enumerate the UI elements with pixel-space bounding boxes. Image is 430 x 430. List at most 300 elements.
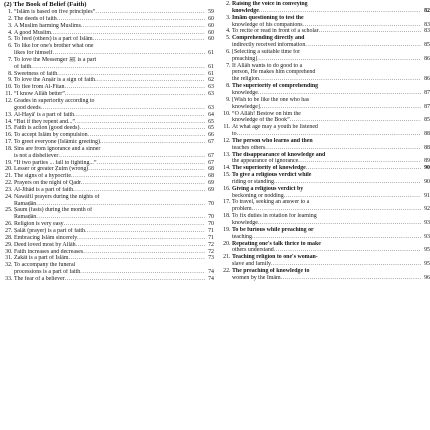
toc-entry bbox=[4, 50, 214, 57]
toc-entry bbox=[222, 117, 430, 124]
entry-title: At what age may a youth be listened bbox=[232, 124, 318, 131]
entry-body bbox=[232, 172, 430, 179]
dot-leader bbox=[57, 71, 205, 78]
entry-body bbox=[14, 50, 214, 57]
toc-entry bbox=[4, 160, 214, 167]
entry-page-number: 71 bbox=[208, 228, 214, 234]
entry-page-number: 93 bbox=[424, 233, 430, 240]
entry-body bbox=[232, 261, 430, 268]
entry-body bbox=[14, 160, 214, 167]
dot-leader bbox=[259, 76, 421, 83]
entry-number bbox=[222, 220, 232, 227]
dot-leader bbox=[79, 125, 205, 132]
entry-number: 18. bbox=[5, 145, 13, 152]
toc-entry bbox=[4, 30, 214, 37]
entry-body bbox=[232, 193, 430, 200]
dot-leader bbox=[88, 132, 205, 139]
entry-number: 8. bbox=[226, 83, 231, 90]
entry-page-number: 87 bbox=[424, 103, 430, 110]
toc-entry bbox=[222, 1, 430, 8]
dot-leader bbox=[65, 276, 205, 283]
entry-title: teaching bbox=[232, 233, 252, 240]
entry-title: A Muslim harming Muslims bbox=[14, 22, 81, 29]
toc-entry bbox=[4, 194, 214, 201]
entry-body bbox=[232, 63, 430, 70]
entry-number bbox=[4, 64, 14, 71]
dot-leader bbox=[85, 228, 205, 235]
entry-body bbox=[14, 235, 214, 242]
entry-number bbox=[222, 104, 232, 111]
entry-body bbox=[14, 269, 214, 276]
toc-entry bbox=[4, 23, 214, 30]
entry-page-number: 68 bbox=[208, 166, 214, 173]
dot-leader bbox=[95, 9, 205, 16]
entry-body bbox=[14, 105, 214, 112]
entry-title: To travel, seeking an answer to a bbox=[232, 199, 310, 206]
toc-entry bbox=[222, 193, 430, 200]
entry-body bbox=[14, 98, 214, 105]
entry-title: preaching] bbox=[232, 55, 258, 62]
entry-page-number: 82 bbox=[424, 7, 430, 14]
dot-leader bbox=[57, 16, 205, 23]
dot-leader bbox=[319, 28, 421, 35]
left-column bbox=[4, 1, 217, 430]
entry-number: 20. bbox=[223, 240, 231, 247]
entry-page-number: 85 bbox=[424, 117, 430, 124]
dot-leader bbox=[284, 193, 421, 200]
entry-body bbox=[232, 97, 430, 104]
entry-number: 15. bbox=[5, 125, 13, 132]
entry-body bbox=[232, 22, 430, 29]
entry-body bbox=[232, 234, 430, 241]
entry-number: 14. bbox=[5, 118, 13, 125]
entry-title: The preaching of knowledge to bbox=[232, 267, 310, 274]
toc-entry bbox=[4, 16, 214, 23]
entry-body bbox=[14, 36, 214, 43]
left-entry-list bbox=[4, 9, 214, 283]
entry-number: 10. bbox=[223, 110, 231, 117]
entry-title: The signs of a hypocrite bbox=[14, 173, 71, 180]
entry-title: Repeating one's talk thrice to make bbox=[232, 240, 321, 247]
dot-leader bbox=[265, 145, 421, 152]
entry-number: 12. bbox=[5, 97, 13, 104]
entry-title: riding or standing bbox=[232, 178, 274, 185]
dot-leader bbox=[75, 119, 205, 126]
entry-page-number: 95 bbox=[424, 247, 430, 254]
entry-body bbox=[232, 111, 430, 118]
entry-title: teaches others bbox=[232, 144, 266, 151]
entry-number: 13. bbox=[5, 111, 13, 118]
toc-entry bbox=[222, 220, 430, 227]
entry-title: knowledge of his companions bbox=[232, 21, 303, 28]
entry-number bbox=[4, 269, 14, 276]
entry-number bbox=[222, 117, 232, 124]
entry-title: Giving a religious verdict by bbox=[232, 185, 304, 192]
entry-body bbox=[232, 131, 430, 138]
entry-title: processions is a part of faith bbox=[14, 269, 81, 276]
entry-title: The superiority of knowledge bbox=[232, 165, 306, 172]
toc-entry bbox=[222, 152, 430, 159]
entry-title: person, He makes him comprehend bbox=[232, 69, 316, 76]
toc-entry bbox=[222, 104, 430, 111]
toc-entry bbox=[222, 131, 430, 138]
entry-number bbox=[222, 158, 232, 165]
entry-number: 27. bbox=[5, 228, 13, 234]
entry-title: Sins are from ignorance and a sinner bbox=[14, 145, 101, 152]
entry-number bbox=[4, 214, 14, 221]
entry-page-number: 88 bbox=[424, 144, 430, 151]
toc-entry bbox=[4, 221, 214, 228]
entry-page-number: 72 bbox=[208, 248, 214, 255]
dot-leader bbox=[95, 77, 205, 84]
toc-entry bbox=[4, 166, 214, 173]
toc-entry bbox=[222, 22, 430, 29]
entry-body bbox=[232, 275, 430, 282]
dot-leader bbox=[51, 30, 205, 37]
toc-entry bbox=[222, 172, 430, 179]
entry-page-number: 74 bbox=[208, 269, 214, 276]
dot-leader bbox=[64, 84, 205, 91]
entry-number: 18. bbox=[223, 213, 231, 220]
entry-title: Ṣalāt (prayer) is a part of faith bbox=[14, 228, 85, 234]
toc-entry bbox=[222, 247, 430, 254]
entry-number: 4. bbox=[226, 28, 231, 35]
entry-number: 11. bbox=[5, 91, 13, 98]
entry-number: 9. bbox=[226, 96, 231, 103]
entry-page-number: 70 bbox=[208, 200, 214, 207]
toc-entry bbox=[222, 124, 430, 131]
toc-entry bbox=[4, 173, 214, 180]
dot-leader bbox=[257, 56, 421, 63]
entry-page-number: 85 bbox=[424, 42, 430, 49]
entry-number bbox=[222, 76, 232, 83]
entry-page-number: 90 bbox=[424, 165, 430, 172]
dot-leader bbox=[298, 158, 421, 165]
entry-number: 17. bbox=[223, 199, 231, 206]
dot-leader bbox=[96, 160, 205, 167]
entry-title: Faith is action (good deeds) bbox=[14, 125, 80, 132]
entry-title: To give a religious verdict while bbox=[232, 172, 312, 179]
entry-body bbox=[14, 249, 214, 256]
entry-number: 21. bbox=[223, 254, 231, 261]
entry-title: To love the Anṣār is a sign of faith bbox=[14, 77, 96, 84]
toc-entry bbox=[222, 90, 430, 97]
dot-leader bbox=[306, 165, 421, 172]
entry-number: 3. bbox=[8, 22, 13, 29]
entry-body bbox=[14, 262, 214, 269]
entry-page-number: 73 bbox=[208, 255, 214, 262]
entry-page-number: 67 bbox=[208, 139, 214, 146]
entry-body bbox=[14, 276, 214, 283]
dot-leader bbox=[81, 23, 205, 30]
toc-entry bbox=[4, 43, 214, 50]
entry-page-number: 95 bbox=[424, 261, 430, 268]
toc-entry bbox=[4, 269, 214, 276]
entry-page-number: 68 bbox=[208, 173, 214, 180]
entry-body bbox=[14, 207, 214, 214]
entry-body bbox=[14, 221, 214, 228]
dot-leader bbox=[88, 166, 205, 173]
dot-leader bbox=[77, 235, 205, 242]
dot-leader bbox=[281, 275, 421, 282]
toc-entry bbox=[4, 214, 214, 221]
entry-title: knowledge bbox=[232, 220, 258, 226]
entry-number bbox=[222, 42, 232, 49]
toc-entry bbox=[4, 132, 214, 139]
entry-number: 13. bbox=[223, 151, 231, 158]
entry-number bbox=[222, 193, 232, 200]
entry-title: Lesser or greater Ẓulm (wrong) bbox=[14, 166, 89, 173]
entry-page-number: 59 bbox=[208, 9, 214, 15]
entry-number bbox=[222, 8, 232, 15]
entry-title: To be furious while preaching or bbox=[232, 226, 314, 233]
entry-page-number: 60 bbox=[208, 15, 214, 22]
toc-entry bbox=[222, 186, 430, 193]
entry-number: 21. bbox=[5, 173, 13, 180]
entry-number: 24. bbox=[5, 193, 13, 200]
entry-number: 28. bbox=[5, 234, 13, 241]
dot-leader bbox=[83, 249, 205, 256]
entry-title: The person who learns and then bbox=[232, 137, 313, 144]
dot-leader bbox=[68, 255, 205, 262]
entry-page-number: 61 bbox=[208, 63, 214, 70]
entry-title: others understand bbox=[232, 247, 274, 254]
entry-title: “Islām is based on five principles” bbox=[14, 9, 96, 15]
entry-title: To recite or read in front of a scholar bbox=[232, 28, 319, 35]
dot-leader bbox=[36, 201, 205, 208]
entry-title: is not a disbeliever bbox=[14, 152, 59, 159]
entry-body bbox=[232, 56, 430, 63]
toc-entry bbox=[4, 9, 214, 16]
entry-page-number: 63 bbox=[208, 84, 214, 91]
entry-page-number: 96 bbox=[424, 274, 430, 281]
entry-number: 4. bbox=[8, 29, 13, 36]
entry-body bbox=[14, 23, 214, 30]
entry-title: If Allāh wants to do good to a bbox=[232, 62, 303, 69]
entry-number: 20. bbox=[5, 166, 13, 173]
dot-leader bbox=[81, 180, 205, 187]
dot-leader bbox=[64, 221, 205, 228]
entry-number: 7. bbox=[226, 62, 231, 69]
entry-title: Faith increases and decreases bbox=[14, 248, 84, 255]
entry-page-number: 65 bbox=[208, 125, 214, 132]
entry-title: Ṣaum (fasts) during the month of bbox=[14, 207, 93, 214]
entry-body bbox=[232, 165, 430, 172]
dot-leader bbox=[274, 247, 421, 254]
entry-body bbox=[232, 104, 430, 111]
toc-entry bbox=[222, 234, 430, 241]
entry-body bbox=[232, 15, 430, 22]
dot-leader bbox=[305, 42, 421, 49]
toc-entry bbox=[222, 69, 430, 76]
toc-entry bbox=[4, 180, 214, 187]
dot-leader bbox=[260, 104, 421, 111]
entry-body bbox=[232, 35, 430, 42]
entry-number bbox=[222, 206, 232, 213]
entry-body bbox=[232, 69, 430, 76]
entry-page-number: 87 bbox=[424, 89, 430, 96]
entry-title: of faith bbox=[14, 63, 32, 70]
entry-number: 16. bbox=[223, 185, 231, 192]
toc-entry bbox=[222, 145, 430, 152]
entry-title: slave and family bbox=[232, 261, 271, 268]
entry-body bbox=[14, 201, 214, 208]
entry-body bbox=[14, 112, 214, 119]
entry-body bbox=[14, 77, 214, 84]
entry-page-number: 71 bbox=[208, 234, 214, 241]
dot-leader bbox=[252, 206, 421, 213]
entry-body bbox=[14, 187, 214, 194]
entry-number bbox=[4, 105, 14, 112]
entry-body bbox=[14, 132, 214, 139]
entry-body bbox=[232, 179, 430, 186]
entry-body bbox=[14, 153, 214, 160]
entry-page-number: 93 bbox=[424, 220, 430, 226]
entry-body bbox=[232, 268, 430, 275]
entry-number: 6. bbox=[226, 48, 231, 55]
entry-page-number: 69 bbox=[208, 186, 214, 193]
toc-entry bbox=[4, 98, 214, 105]
toc-entry bbox=[4, 71, 214, 78]
entry-body bbox=[14, 214, 214, 221]
entry-number bbox=[4, 201, 14, 208]
entry-page-number: 61 bbox=[208, 70, 214, 77]
dot-leader bbox=[271, 261, 421, 268]
dot-leader bbox=[258, 90, 421, 97]
entry-number: 2. bbox=[226, 1, 231, 7]
dot-leader bbox=[71, 173, 205, 180]
entry-title: Deed loved most by Allāh bbox=[14, 241, 76, 248]
entry-page-number: 64 bbox=[208, 111, 214, 118]
entry-body bbox=[14, 91, 214, 98]
entry-page-number: 70 bbox=[208, 221, 214, 228]
entry-title: The fear of a believer bbox=[14, 275, 65, 282]
entry-title: To love the Messenger ﷺ is a part bbox=[14, 56, 97, 63]
toc-entry bbox=[4, 207, 214, 214]
entry-body bbox=[14, 255, 214, 262]
entry-body bbox=[232, 158, 430, 165]
toc-entry bbox=[222, 227, 430, 234]
toc-entry bbox=[222, 179, 430, 186]
entry-page-number: 89 bbox=[424, 158, 430, 165]
toc-entry bbox=[222, 275, 430, 282]
toc-entry bbox=[4, 105, 214, 112]
entry-title: Embracing Islām sincerely bbox=[14, 234, 78, 241]
entry-page-number: 83 bbox=[424, 21, 430, 28]
entry-body bbox=[232, 220, 430, 227]
entry-number: 3. bbox=[226, 14, 231, 21]
toc-entry bbox=[4, 125, 214, 132]
entry-number: 10. bbox=[5, 84, 13, 91]
entry-body bbox=[14, 119, 214, 126]
toc-entry bbox=[4, 64, 214, 71]
entry-number: 2. bbox=[8, 15, 13, 22]
entry-title: Sweetness of faith bbox=[14, 70, 58, 77]
entry-page-number: 88 bbox=[424, 131, 430, 138]
entry-number bbox=[222, 69, 232, 76]
entry-number: 1. bbox=[8, 9, 13, 15]
dot-leader bbox=[274, 179, 421, 186]
entry-number: 7. bbox=[8, 56, 13, 63]
entry-number bbox=[222, 145, 232, 152]
toc-entry bbox=[222, 241, 430, 248]
entry-number: 5. bbox=[226, 35, 231, 42]
toc-entry bbox=[4, 249, 214, 256]
entry-number: 23. bbox=[5, 186, 13, 193]
entry-title: [Selecting a suitable time for bbox=[232, 48, 301, 55]
toc-entry bbox=[222, 49, 430, 56]
entry-page-number: 91 bbox=[424, 192, 430, 199]
entry-page-number: 63 bbox=[208, 104, 214, 111]
entry-body bbox=[232, 213, 430, 220]
entry-title: Imām questioning to test the bbox=[232, 14, 304, 21]
toc-entry bbox=[222, 158, 430, 165]
dot-leader bbox=[74, 112, 205, 119]
entry-title: “I know Allāh better” bbox=[14, 91, 65, 98]
entry-title: Religion is very easy bbox=[14, 221, 64, 228]
entry-number: 12. bbox=[223, 137, 231, 144]
entry-body bbox=[232, 28, 430, 35]
entry-page-number: 92 bbox=[424, 206, 430, 213]
entry-page-number: 67 bbox=[208, 152, 214, 159]
toc-entry bbox=[4, 119, 214, 126]
entry-title: A good Muslim bbox=[14, 29, 51, 36]
entry-body bbox=[14, 43, 214, 50]
toc-entry bbox=[222, 165, 430, 172]
entry-number: 6. bbox=[8, 43, 13, 50]
entry-number: 11. bbox=[223, 124, 231, 131]
entry-body bbox=[14, 71, 214, 78]
toc-entry bbox=[222, 8, 430, 15]
toc-entry bbox=[4, 153, 214, 160]
entry-body bbox=[232, 241, 430, 248]
entry-body bbox=[232, 90, 430, 97]
entry-title: Al-Hayā' is a part of faith bbox=[14, 111, 75, 118]
toc-entry bbox=[4, 57, 214, 64]
dot-leader bbox=[31, 64, 205, 71]
toc-entry bbox=[4, 84, 214, 91]
entry-body bbox=[232, 83, 430, 90]
entry-title: Zakāt is a part of Islām bbox=[14, 255, 69, 262]
entry-title: to bbox=[232, 131, 237, 138]
entry-title: To greet everyone (Islāmic greeting) bbox=[14, 139, 100, 146]
entry-title: likes for himself bbox=[14, 50, 53, 57]
toc-entry bbox=[222, 56, 430, 63]
toc-entry bbox=[222, 111, 430, 118]
dot-leader bbox=[100, 139, 205, 146]
entry-body bbox=[14, 64, 214, 71]
toc-entry bbox=[4, 242, 214, 249]
toc-entry bbox=[4, 77, 214, 84]
entry-body bbox=[14, 180, 214, 187]
entry-body bbox=[232, 227, 430, 234]
entry-number bbox=[4, 153, 14, 160]
entry-page-number: 60 bbox=[208, 36, 214, 43]
toc-entry bbox=[222, 213, 430, 220]
entry-title: knowledge] bbox=[232, 103, 260, 110]
entry-number: 22. bbox=[5, 180, 13, 187]
toc-entry bbox=[222, 83, 430, 90]
entry-body bbox=[14, 194, 214, 201]
entry-body bbox=[232, 145, 430, 152]
toc-entry bbox=[4, 112, 214, 119]
entry-number: 25. bbox=[5, 207, 13, 214]
entry-number: 8. bbox=[8, 70, 13, 77]
entry-title: To flee from Al-Fitan bbox=[14, 84, 65, 91]
toc-entry bbox=[4, 36, 214, 43]
entry-page-number: 62 bbox=[208, 77, 214, 84]
entry-page-number: 66 bbox=[208, 132, 214, 139]
